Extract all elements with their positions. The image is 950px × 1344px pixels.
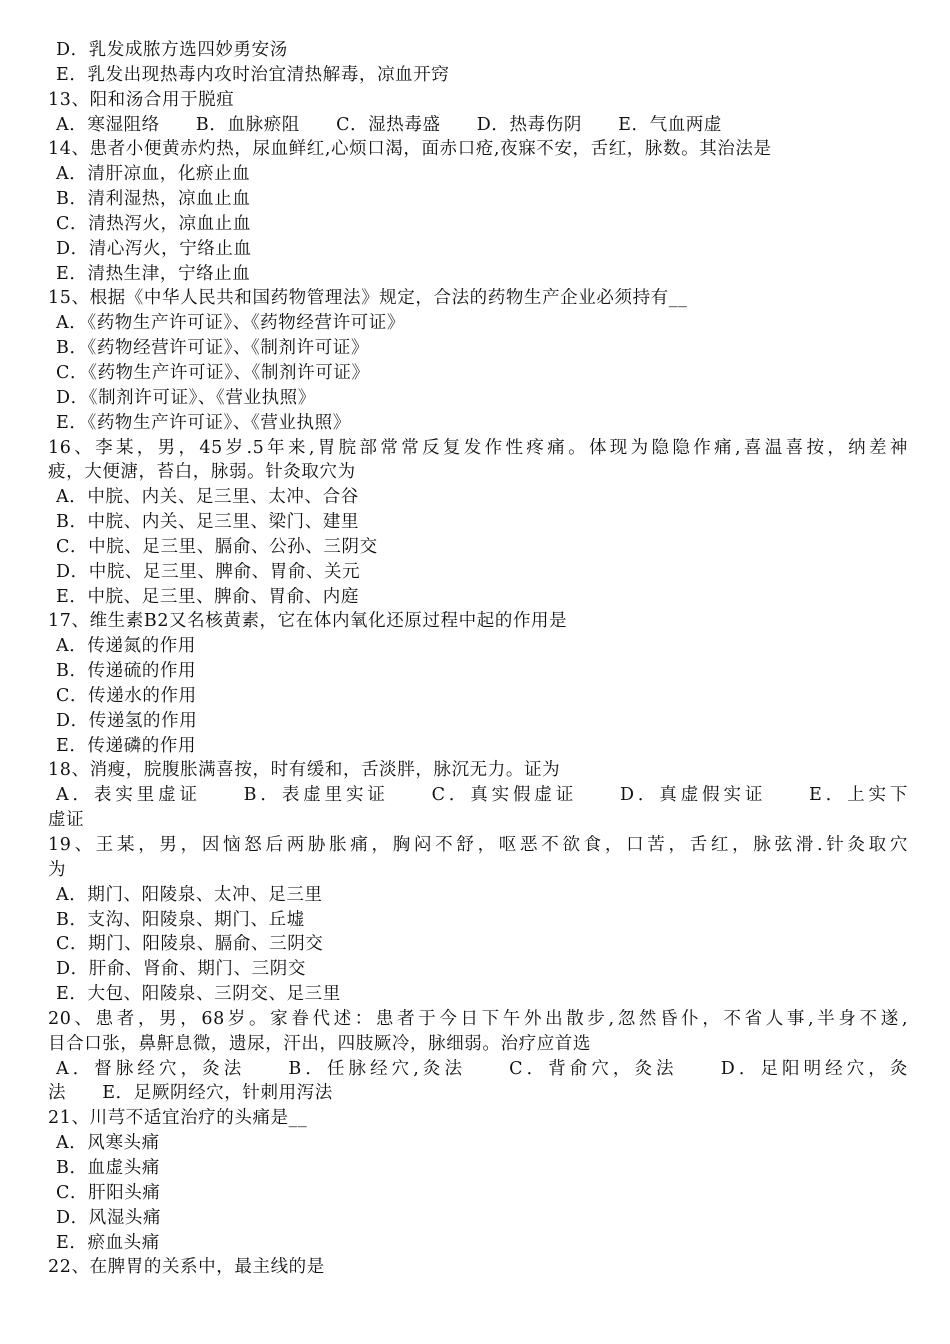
- option-line: E．《药物生产许可证》、《营业执照》: [56, 412, 351, 433]
- option-line: A．期门、阳陵泉、太冲、足三里: [56, 884, 323, 905]
- option-line: A．督脉经穴，灸法 B．任脉经穴,灸法 C．背俞穴，灸法 D．足阳明经穴，灸: [56, 1058, 908, 1079]
- question-line: 19、王某，男，因恼怒后两胁胀痛，胸闷不舒，呕恶不欲食，口苦，舌红，脉弦滑.针灸取穴: [48, 835, 908, 855]
- option-line: C．传递水的作用: [56, 685, 197, 706]
- option-line: B．血虚头痛: [56, 1157, 160, 1178]
- continuation-line: 为: [48, 859, 67, 880]
- option-line: D．《制剂许可证》、《营业执照》: [56, 387, 316, 408]
- option-line: D．乳发成脓方选四妙勇安汤: [56, 40, 288, 60]
- continuation-line: 疲，大便溏，苔白，脉弱。针灸取穴为: [48, 462, 356, 483]
- option-line: A．《药物生产许可证》、《药物经营许可证》: [56, 313, 405, 334]
- option-line: B．清利湿热，凉血止血: [56, 189, 251, 210]
- continuation-line: 目合口张，鼻鼾息微，遗尿，汗出，四肢厥冷，脉细弱。治疗应首选: [48, 1033, 591, 1054]
- question-line: 22、在脾胃的关系中，最主线的是: [48, 1257, 325, 1278]
- option-line: C．清热泻火，凉血止血: [56, 213, 251, 234]
- question-line: 13、阳和汤合用于脱疽: [48, 89, 235, 110]
- continuation-line: 虚证: [48, 810, 85, 831]
- option-line: D．清心泻火，宁络止血: [56, 238, 252, 259]
- option-line: C．中脘、足三里、膈俞、公孙、三阴交: [56, 536, 378, 557]
- option-line: E．乳发出现热毒内攻时治宜清热解毒，凉血开窍: [56, 64, 450, 85]
- document-page: [48, 38, 908, 1280]
- option-line: B．中脘、内关、足三里、梁门、建里: [56, 512, 360, 533]
- question-line: 21、川芎不适宜治疗的头痛是__: [48, 1108, 308, 1129]
- option-line: A．清肝凉血，化瘀止血: [56, 164, 251, 185]
- question-line: 18、消瘦，脘腹胀满喜按，时有缓和，舌淡胖，脉沉无力。证为: [48, 760, 561, 781]
- question-line: 20、患者，男，68岁。家眷代述：患者于今日下午外出散步,忽然昏仆，不省人事,半身不遂,: [48, 1008, 908, 1029]
- option-line: A．中脘、内关、足三里、太冲、合谷: [56, 487, 359, 508]
- question-line: 15、根据《中华人民共和国药物管理法》规定，合法的药物生产企业必须持有__: [48, 288, 688, 309]
- option-line: B．传递硫的作用: [56, 661, 197, 682]
- option-line: C．期门、阳陵泉、膈俞、三阴交: [56, 934, 324, 955]
- question-line: 16、李某，男，45岁.5年来,胃脘部常常反复发作性疼痛。体现为隐隐作痛,喜温喜按，纳差神: [48, 437, 908, 458]
- option-line: D．中脘、足三里、脾俞、胃俞、关元: [56, 561, 361, 582]
- question-line: 14、患者小便黄赤灼热，尿血鲜红,心烦口渴，面赤口疮,夜寐不安，舌红，脉数。其治法是: [48, 139, 772, 160]
- option-line: D．传递氢的作用: [56, 710, 198, 731]
- option-line: D．风湿头痛: [56, 1207, 162, 1228]
- option-line: A．寒湿阻络 B．血脉瘀阻 C．湿热毒盛 D．热毒伤阴 E．气血两虚: [56, 114, 722, 135]
- option-line: C．《药物生产许可证》、《制剂许可证》: [56, 362, 370, 383]
- option-line: E．传递磷的作用: [56, 735, 197, 756]
- question-line: 17、维生素B2又名核黄素，它在体内氧化还原过程中起的作用是: [48, 611, 568, 632]
- option-line: A．风寒头痛: [56, 1133, 160, 1154]
- option-line: B．《药物经营许可证》、《制剂许可证》: [56, 338, 370, 359]
- option-line: E．清热生津，宁络止血: [56, 263, 251, 284]
- option-line: B．支沟、阳陵泉、期门、丘墟: [56, 909, 305, 930]
- option-line: E．瘀血头痛: [56, 1232, 160, 1253]
- continuation-line: 法 E．足厥阴经穴，针刺用泻法: [48, 1083, 333, 1104]
- option-line: A．表实里虚证 B．表虚里实证 C．真实假虚证 D．真虚假实证 E．上实下: [56, 785, 908, 806]
- option-line: D．肝俞、肾俞、期门、三阴交: [56, 959, 306, 980]
- option-line: E．大包、阳陵泉、三阴交、足三里: [56, 984, 341, 1005]
- option-line: A．传递氮的作用: [56, 636, 196, 657]
- option-line: C．肝阳头痛: [56, 1182, 161, 1203]
- option-line: E．中脘、足三里、脾俞、胃俞、内庭: [56, 586, 359, 607]
